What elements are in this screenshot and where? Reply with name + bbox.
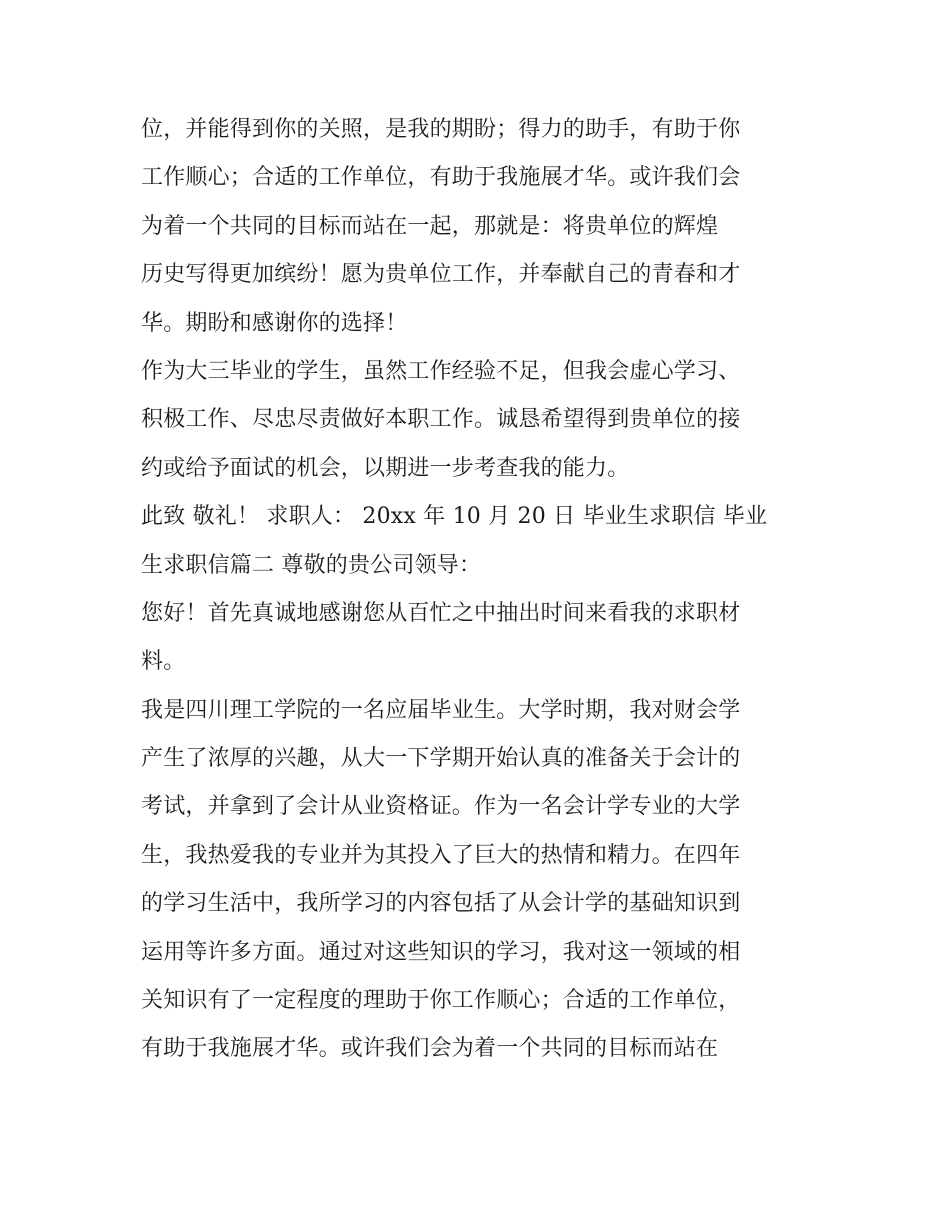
text-line: 料。	[141, 649, 186, 675]
text-line: 约或给予面试的机会，以期进一步考查我的能力。	[141, 455, 630, 481]
text-line: 作为大三毕业的学生，虽然工作经验不足，但我会虚心学习、	[141, 358, 741, 384]
text-line: 华。期盼和感谢你的选择！	[141, 310, 408, 336]
text-line: 运用等许多方面。通过对这些知识的学习，我对这一领域的相	[141, 939, 741, 965]
text-line: 关知识有了一定程度的理助于你工作顺心；合适的工作单位，	[141, 988, 741, 1014]
text-line: 产生了浓厚的兴趣，从大一下学期开始认真的准备关于会计的	[141, 746, 741, 772]
text-line: 为着一个共同的目标而站在一起，那就是：将贵单位的辉煌	[141, 213, 719, 239]
text-line: 历史写得更加缤纷！愿为贵单位工作，并奉献自己的青春和才	[141, 262, 741, 288]
text-line: 生求职信篇二 尊敬的贵公司领导：	[141, 552, 482, 578]
text-line: 生，我热爱我的专业并为其投入了巨大的热情和精力。在四年	[141, 842, 741, 868]
text-line: 考试，并拿到了会计从业资格证。作为一名会计学专业的大学	[141, 794, 741, 820]
text-line: 工作顺心；合适的工作单位，有助于我施展才华。或许我们会	[141, 165, 741, 191]
text-line: 位，并能得到你的关照，是我的期盼；得力的助手，有助于你	[141, 117, 741, 142]
body-text	[141, 106, 821, 1074]
text-line: 您好！首先真诚地感谢您从百忙之中抽出时间来看我的求职材	[141, 600, 741, 626]
text-line: 此致 敬礼！ 求职人： 20xx 年 10 月 20 日 毕业生求职信 毕业	[141, 504, 768, 530]
text-line: 有助于我施展才华。或许我们会为着一个共同的目标而站在	[141, 1036, 719, 1062]
text-line: 积极工作、尽忠尽责做好本职工作。诚恳希望得到贵单位的接	[141, 407, 741, 433]
text-line: 的学习生活中，我所学习的内容包括了从会计学的基础知识到	[141, 891, 741, 917]
text-line: 我是四川理工学院的一名应届毕业生。大学时期，我对财会学	[141, 697, 741, 723]
